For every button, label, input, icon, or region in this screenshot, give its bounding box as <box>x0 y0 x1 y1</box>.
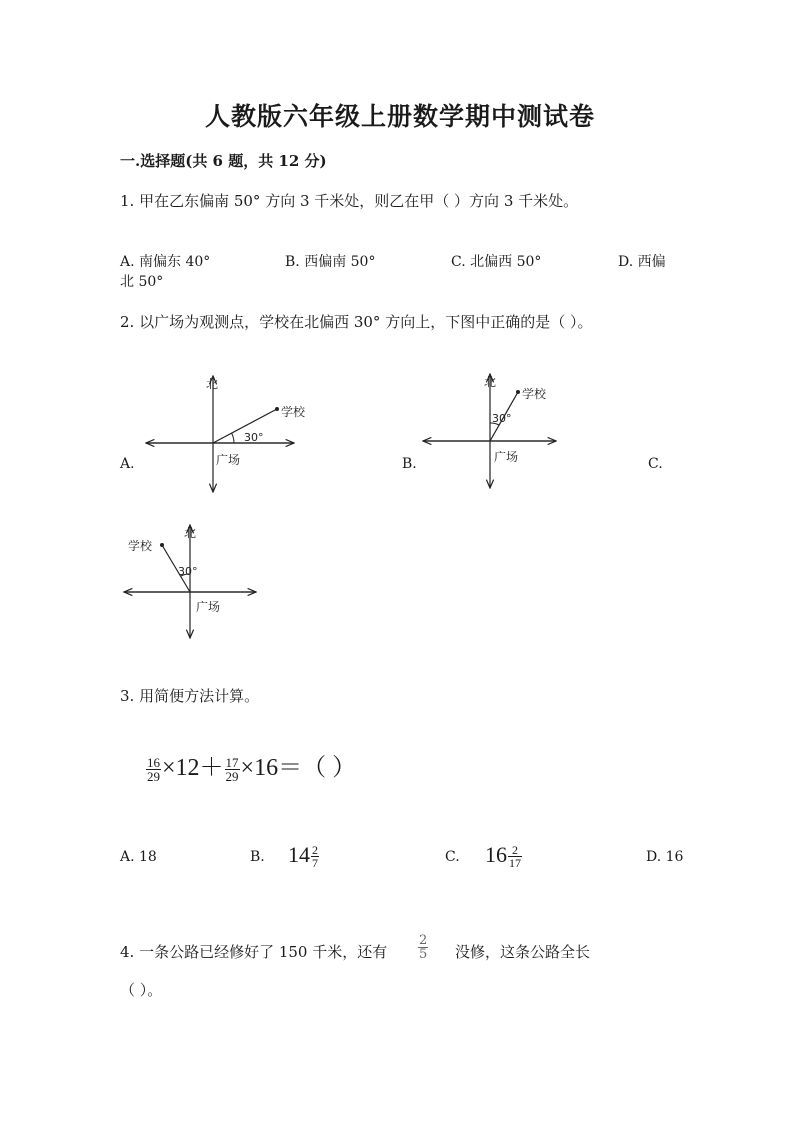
compass-figure-b <box>418 368 563 493</box>
angle-label: 30° <box>492 412 512 425</box>
q3-option-d: D. 16 <box>646 849 684 865</box>
q1-option-d: D. 西偏 <box>618 254 666 270</box>
page-title: 人教版六年级上册数学期中测试卷 <box>204 102 595 131</box>
q4-fraction: $\frac{2}{5}$ <box>419 933 428 962</box>
square-label: 广场 <box>494 450 519 464</box>
question-4-answer-blank: （ ）。 <box>120 981 163 999</box>
compass-figure-c <box>120 520 265 645</box>
section-heading: 一.选择题(共 6 题，共 12 分) <box>120 152 327 170</box>
q3-option-a: A. 18 <box>120 849 157 865</box>
q2-option-a-label: A. <box>120 456 135 472</box>
formula-tail: ×16＝（ ） <box>240 755 357 781</box>
fraction-17-29: $\frac{17}{29}$ <box>225 754 239 784</box>
calculation-formula <box>145 747 356 783</box>
q3-option-c-label: C. <box>445 849 460 865</box>
q3-option-b-label: B. <box>250 849 265 865</box>
question-4-text: 4. 一条公路已经修好了 150 千米，还有 <box>120 943 388 961</box>
q1-option-d-cont: 北 50° <box>120 274 164 290</box>
north-label: 北 <box>484 375 497 389</box>
q1-option-b: B. 西偏南 50° <box>285 254 376 270</box>
q2-option-b-label: B. <box>402 456 417 472</box>
fraction-16-29: $\frac{16}{29}$ <box>147 754 160 784</box>
angle-label: 30° <box>178 565 198 578</box>
north-label: 北 <box>184 526 197 540</box>
question-1-text: 1. 甲在乙东偏南 50° 方向 3 千米处，则乙在甲（ ）方向 3 千米处。 <box>120 192 579 210</box>
q2-option-c-label: C. <box>648 456 663 472</box>
q3-option-c-value: 16 $\frac{2}{17}$ <box>485 842 521 871</box>
q1-option-c: C. 北偏西 50° <box>451 254 542 270</box>
north-label: 北 <box>206 377 219 391</box>
school-label: 学校 <box>522 387 547 401</box>
square-label: 广场 <box>196 600 221 614</box>
square-label: 广场 <box>216 453 241 467</box>
compass-figure-a <box>140 372 306 497</box>
school-label: 学校 <box>128 539 153 553</box>
question-2-text: 2. 以广场为观测点，学校在北偏西 30° 方向上，下图中正确的是（ ）。 <box>120 313 593 331</box>
formula-mid: ×12＋ <box>162 755 224 781</box>
angle-label: 30° <box>244 431 264 444</box>
q1-option-a: A. 南偏东 40° <box>120 254 211 270</box>
q3-option-b-value: 14 $\frac{2}{7}$ <box>288 842 318 871</box>
school-label: 学校 <box>281 405 306 419</box>
question-4-text-after: 没修，这条公路全长 <box>455 943 591 961</box>
question-3-text: 3. 用简便方法计算。 <box>120 687 260 705</box>
